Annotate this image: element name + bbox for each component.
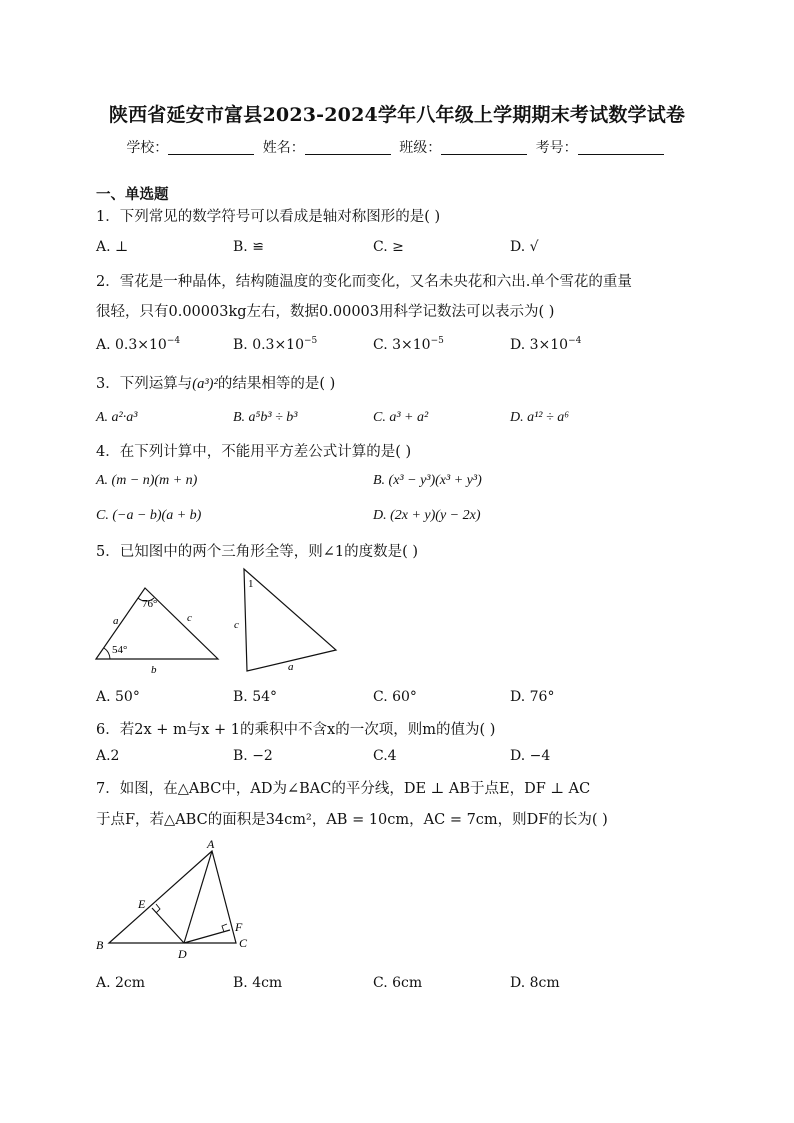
q5-side-a: a (113, 615, 119, 627)
number-label: 考号： (535, 140, 578, 156)
q2-option-a: A. $0.3\times 10^{-4}$ (96, 336, 181, 353)
q5-stem: 5．已知图中的两个三角形全等，则∠1的度数是( ) (96, 544, 419, 560)
q6-option-d: D. −4 (510, 748, 551, 764)
q5-triangle-2 (234, 569, 336, 673)
q5-angle-54: 54° (112, 644, 128, 656)
number-blank[interactable] (578, 140, 664, 155)
q2-stem-line1: 2．雪花是一种晶体，结构随温度的变化而变化，又名未央花和六出.单个雪花的重量 (96, 274, 632, 290)
q5-fig2-side-c: c (234, 619, 239, 631)
q4-option-c: C. (−a − b)(a + b) (96, 508, 202, 523)
q7-option-c: C. 6cm (373, 975, 423, 991)
q6-option-b: B. −2 (233, 748, 273, 764)
q7-triangle-abc (96, 837, 248, 961)
q7-label-d: D (178, 947, 187, 961)
q4-option-d: D. (2x + y)(y − 2x) (373, 508, 481, 523)
q2-stem-line2: 很轻，只有0.00003kg左右，数据0.00003用科学记数法可以表示为( ) (96, 304, 555, 320)
q2-option-c: C. $3\times 10^{-5}$ (373, 336, 444, 353)
q7-label-f: F (235, 920, 243, 934)
page-title: 陕西省延安市富县2023-2024学年八年级上学期期末考试数学试卷 (108, 104, 686, 126)
q7-option-a: A. 2cm (96, 975, 146, 991)
q3-option-a: A. a²·a³ (96, 410, 138, 425)
q7-label-b: B (96, 938, 104, 952)
q5-angle-76: 76° (142, 598, 158, 610)
q6-stem: 6．若2x + m与x + 1的乘积中不含x的一次项，则m的值为( ) (96, 722, 496, 738)
q1-stem: 1．下列常见的数学符号可以看成是轴对称图形的是( ) (96, 209, 441, 225)
q2-option-d: D. $3\times 10^{-4}$ (510, 336, 582, 353)
class-blank[interactable] (441, 140, 527, 155)
school-blank[interactable] (168, 140, 254, 155)
q3-option-d: D. a¹² ÷ a⁶ (510, 410, 570, 425)
student-info-line (0, 137, 794, 157)
q5-angle-1: 1 (248, 578, 254, 590)
q7-label-a: A (207, 837, 215, 851)
q5-figure (90, 566, 340, 682)
name-blank[interactable] (305, 140, 391, 155)
q6-option-c: C.4 (373, 748, 397, 764)
q4-stem: 4．在下列计算中，不能用平方差公式计算的是( ) (96, 444, 412, 460)
q1-option-c: C. ≥ (373, 239, 404, 255)
q5-option-b: B. 54° (233, 689, 278, 705)
q2-option-b: B. $0.3\times 10^{-5}$ (233, 336, 318, 353)
q5-option-c: C. 60° (373, 689, 417, 705)
q1-option-d: D. √ (510, 239, 539, 255)
q5-option-d: D. 76° (510, 689, 555, 705)
q3-option-b: B. a⁵b³ ÷ b³ (233, 410, 298, 425)
q1-option-b: B. ≌ (233, 239, 264, 255)
q7-stem-line1: 7．如图，在△ABC中，AD为∠BAC的平分线，DE ⊥ AB于点E，DF ⊥ AC (96, 781, 591, 797)
q3-expression: (a³)² (192, 376, 218, 392)
q7-option-b: B. 4cm (233, 975, 283, 991)
q7-figure (90, 834, 260, 966)
q5-side-c: c (187, 612, 192, 624)
q3-option-c: C. a³ + a² (373, 410, 429, 425)
q7-option-d: D. 8cm (510, 975, 560, 991)
q5-side-b: b (151, 664, 157, 676)
q3-stem: 3．下列运算与(a³)²的结果相等的是( ) (96, 376, 336, 392)
q6-option-a: A.2 (96, 748, 120, 764)
q1-option-a: A. ⊥ (96, 239, 129, 255)
q5-triangle-1 (96, 588, 218, 676)
q7-label-c: C (239, 936, 248, 950)
q7-stem-line2: 于点F，若△ABC的面积是34cm²，AB = 10cm，AC = 7cm，则DF的长为( ) (96, 812, 608, 828)
school-label: 学校： (126, 140, 169, 156)
section-heading: 一、单选题 (96, 186, 169, 203)
q4-option-a: A. (m − n)(m + n) (96, 473, 198, 488)
name-label: 姓名： (262, 140, 305, 156)
class-label: 班级： (399, 140, 442, 156)
q5-fig2-side-a: a (288, 661, 294, 673)
q7-label-e: E (138, 897, 146, 911)
q5-option-a: A. 50° (96, 689, 140, 705)
q4-option-b: B. (x³ − y³)(x³ + y³) (373, 473, 482, 488)
